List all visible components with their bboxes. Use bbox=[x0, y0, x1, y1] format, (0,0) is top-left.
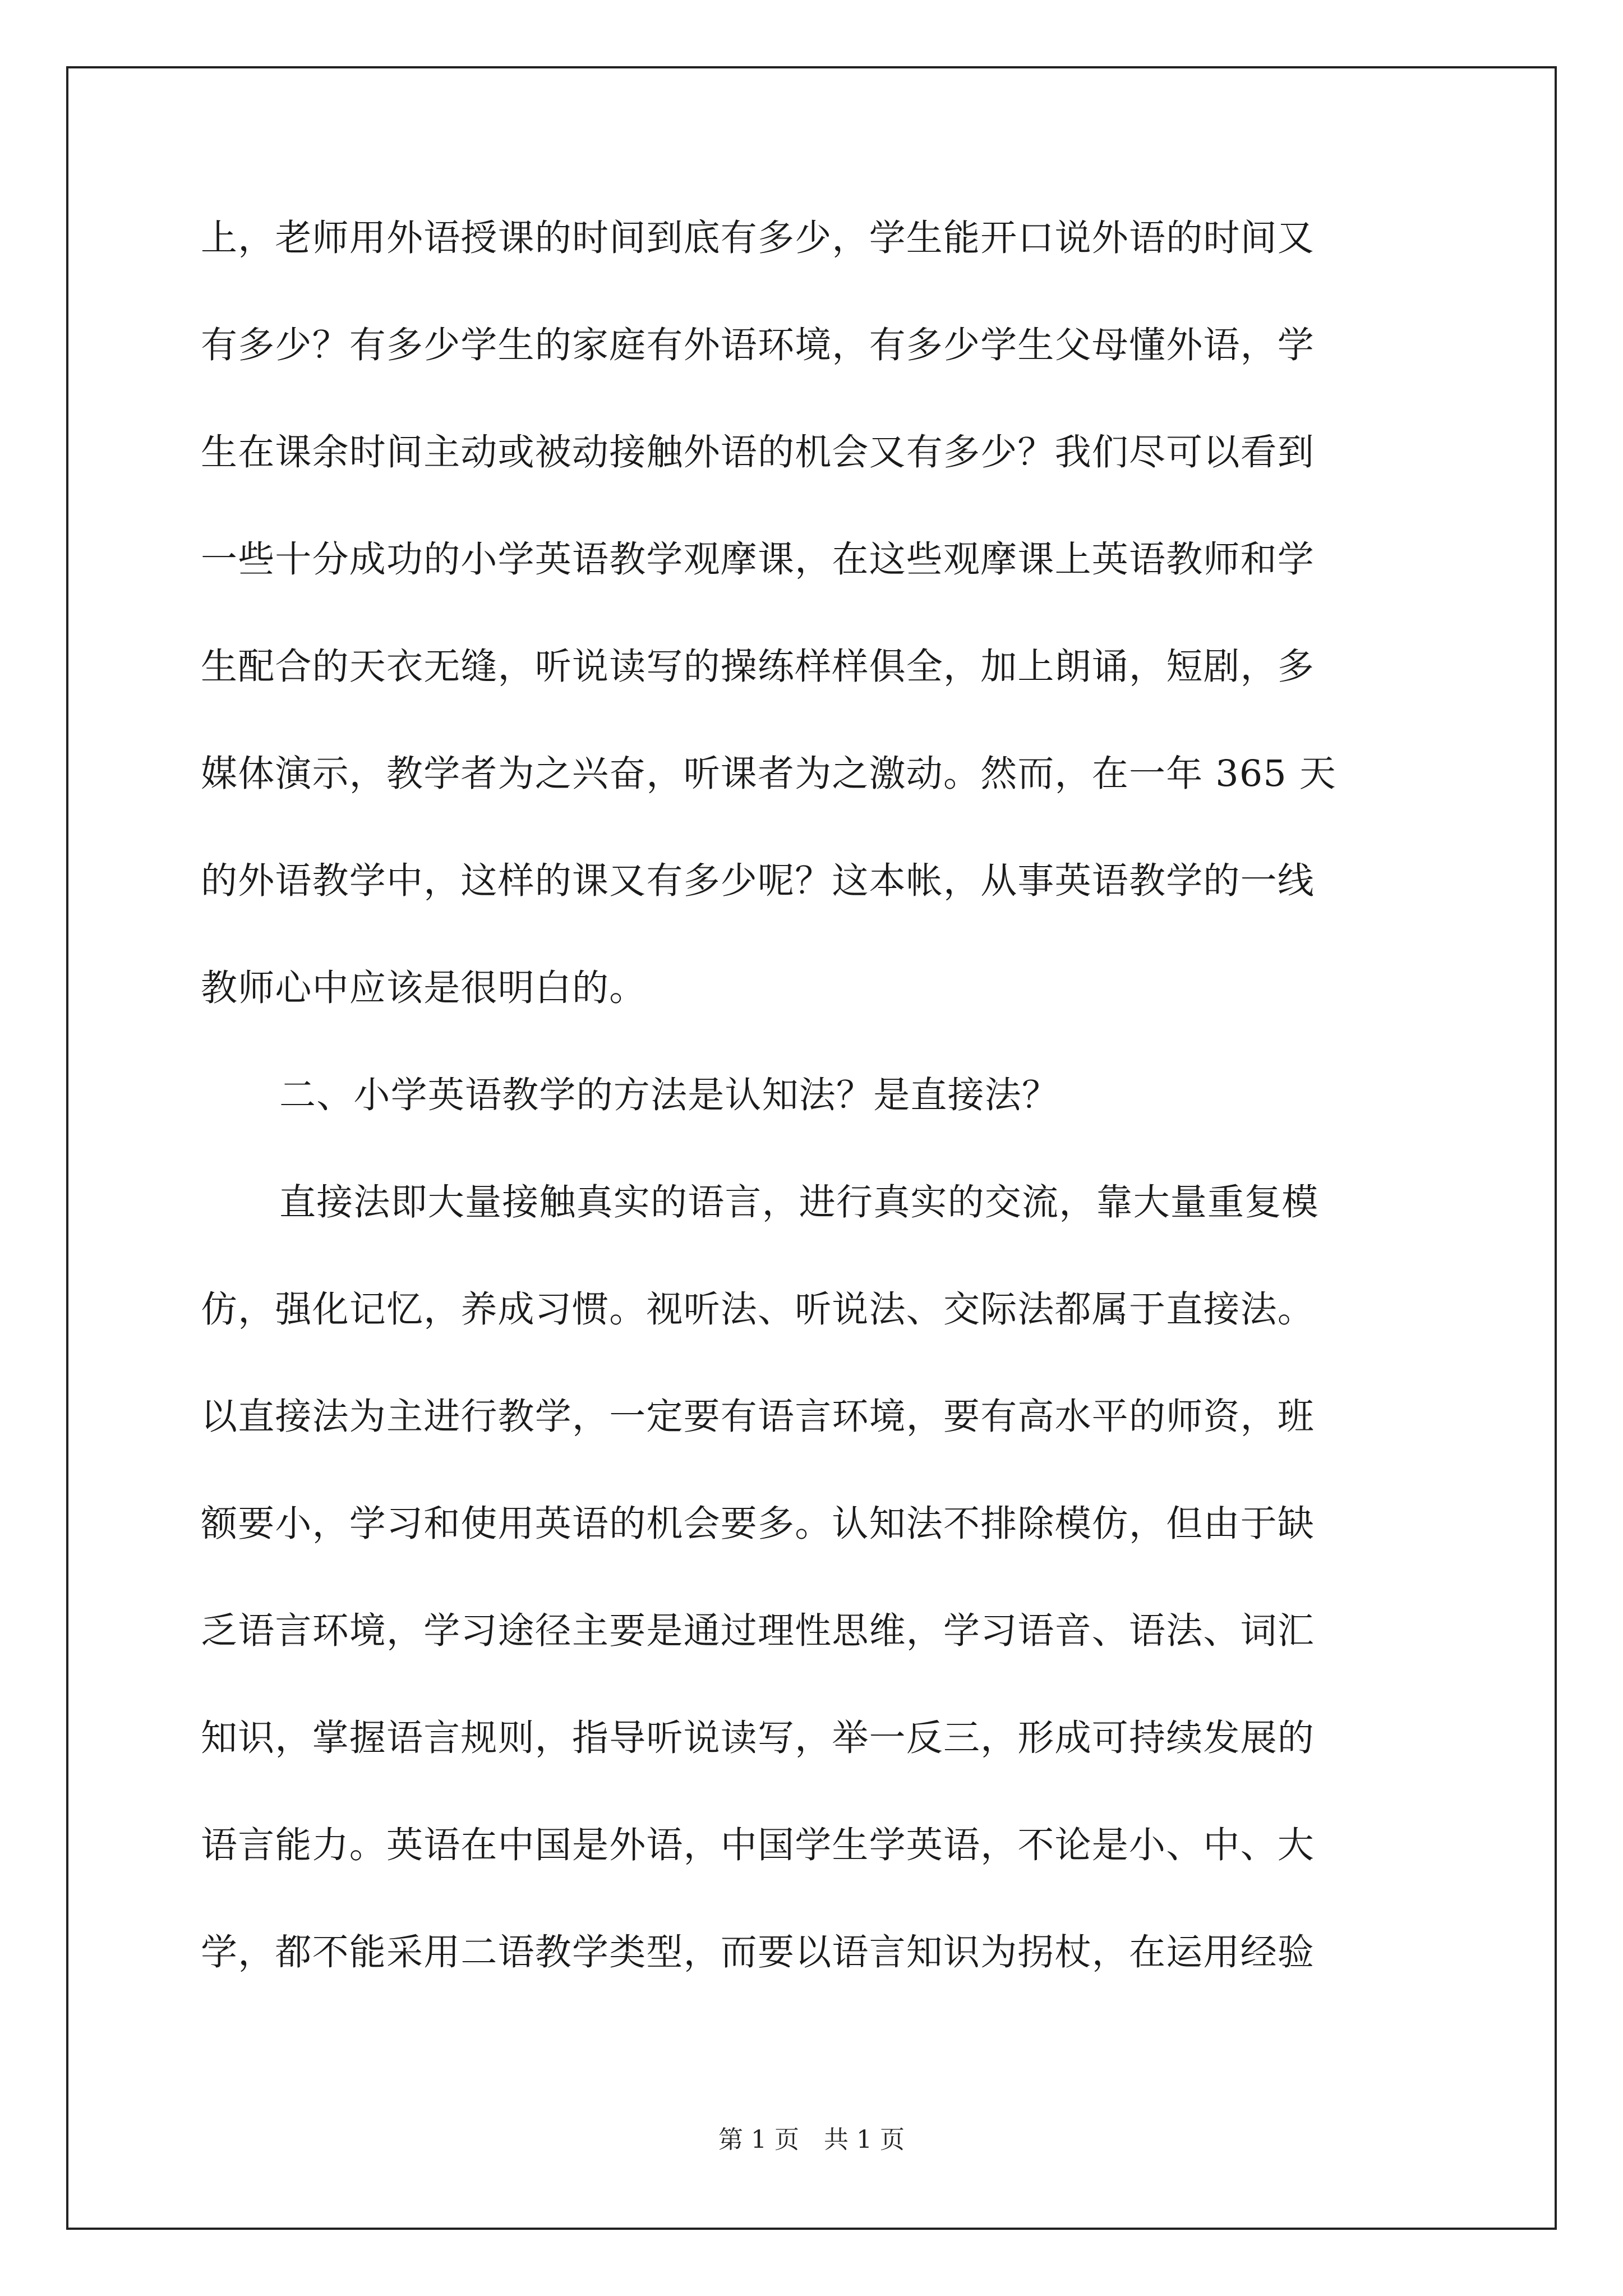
text-line: 媒体演示，教学者为之兴奋，听课者为之激动。然而，在一年 365 天 bbox=[201, 753, 1336, 795]
text-line: 知识，掌握语言规则，指导听说读写，举一反三，形成可持续发展的 bbox=[201, 1717, 1315, 1759]
section-heading: 二、小学英语教学的方法是认知法？是直接法？ bbox=[279, 1074, 1059, 1116]
text-line: 上，老师用外语授课的时间到底有多少，学生能开口说外语的时间又 bbox=[201, 217, 1315, 259]
paragraph-start-line: 直接法即大量接触真实的语言，进行真实的交流，靠大量重复模 bbox=[279, 1181, 1319, 1223]
text-line: 额要小，学习和使用英语的机会要多。认知法不排除模仿，但由于缺 bbox=[201, 1503, 1315, 1545]
text-line: 仿，强化记忆，养成习惯。视听法、听说法、交际法都属于直接法。 bbox=[201, 1289, 1315, 1331]
text-line: 生在课余时间主动或被动接触外语的机会又有多少？我们尽可以看到 bbox=[201, 431, 1315, 473]
page-border bbox=[66, 66, 1557, 2230]
text-line: 教师心中应该是很明白的。 bbox=[201, 967, 647, 1009]
text-line: 有多少？有多少学生的家庭有外语环境，有多少学生父母懂外语，学 bbox=[201, 324, 1315, 366]
text-line: 一些十分成功的小学英语教学观摩课，在这些观摩课上英语教师和学 bbox=[201, 539, 1315, 581]
page-number-footer: 第 1 页 共 1 页 bbox=[718, 2125, 905, 2154]
text-line: 语言能力。英语在中国是外语，中国学生学英语，不论是小、中、大 bbox=[201, 1824, 1315, 1866]
text-line: 乏语言环境，学习途径主要是通过理性思维，学习语音、语法、词汇 bbox=[201, 1610, 1315, 1652]
text-line: 以直接法为主进行教学，一定要有语言环境，要有高水平的师资，班 bbox=[201, 1396, 1315, 1438]
text-line: 生配合的天衣无缝，听说读写的操练样样俱全，加上朗诵，短剧，多 bbox=[201, 646, 1315, 688]
text-line: 的外语教学中，这样的课又有多少呢？这本帐，从事英语教学的一线 bbox=[201, 860, 1315, 902]
text-line: 学，都不能采用二语教学类型，而要以语言知识为拐杖，在运用经验 bbox=[201, 1931, 1315, 1973]
